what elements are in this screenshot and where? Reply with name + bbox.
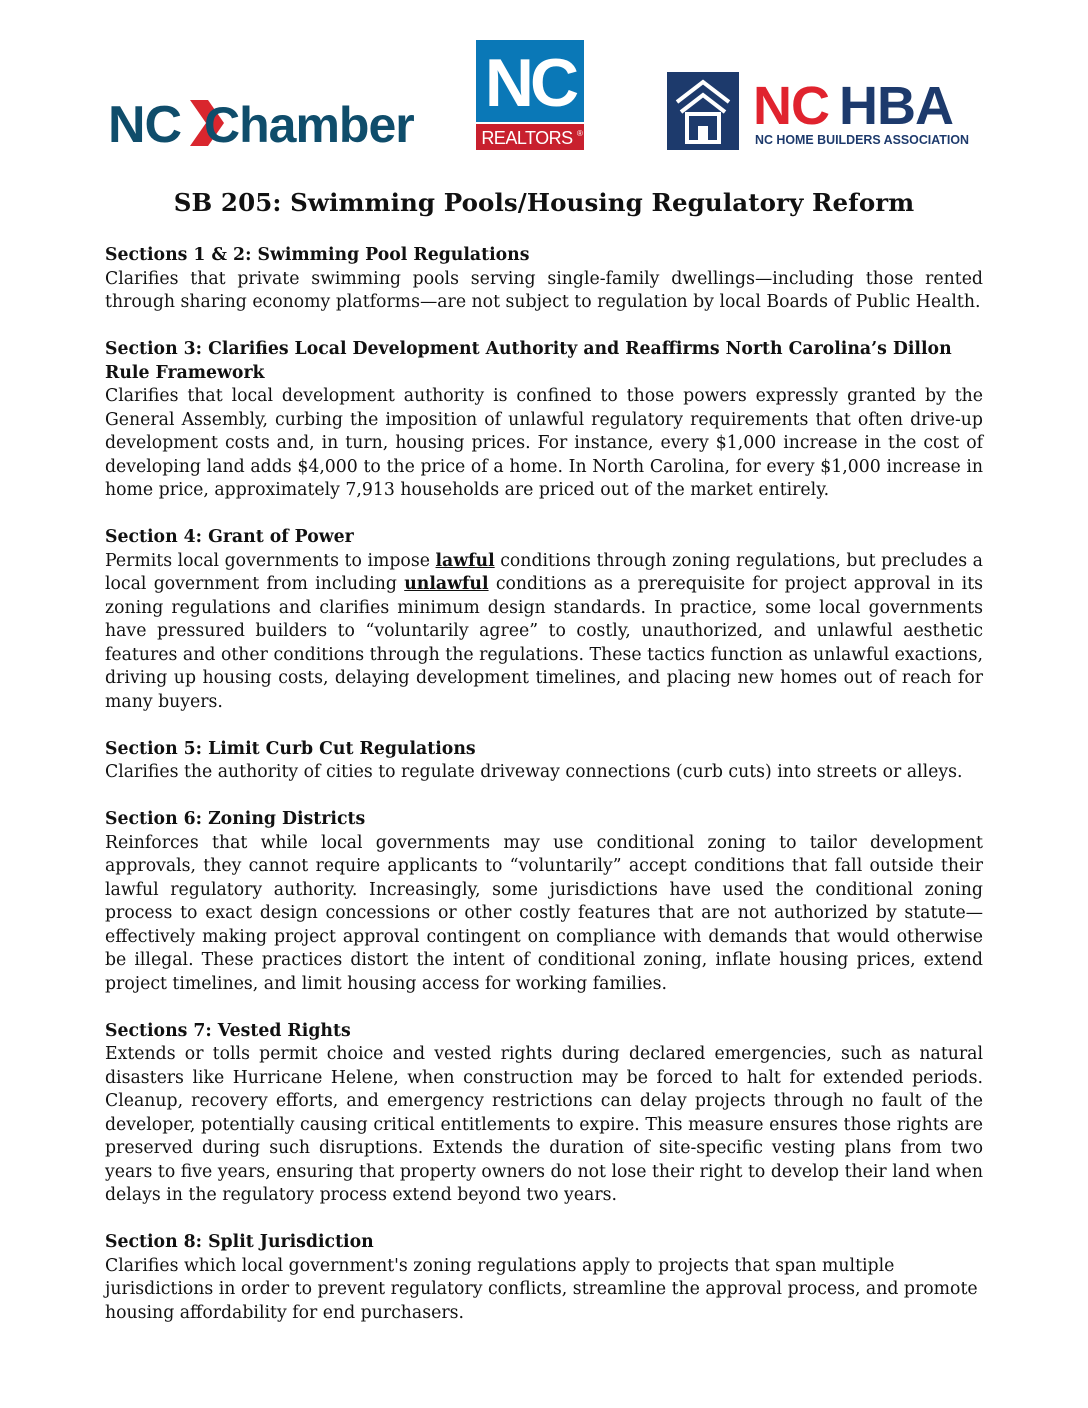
- nc-chamber-logo-prefix: NC: [108, 96, 182, 154]
- section-body: Clarifies which local government's zoning regulations apply to projects that span multiple jurisdictions in order to prevent regulatory conflicts, streamline the approval process, and promote housing affordability for end purchasers.: [105, 1255, 978, 1323]
- section-heading: Section 8: Split Jurisdiction: [105, 1232, 374, 1252]
- section-7: [105, 1020, 983, 1208]
- section-heading: Sections 1 & 2: Swimming Pool Regulations: [105, 245, 530, 265]
- section-heading: Sections 7: Vested Rights: [105, 1020, 351, 1041]
- section-6: [105, 808, 983, 996]
- section-body: Extends or tolls permit choice and vested rights during declared emergencies, such as natural disasters like Hurricane Helene, when construction may be forced to halt for extended periods. Cleanup, recovery efforts, and emergency restrictions can delay projects through no fault of the developer, potentially causing critical entitlements to expire. This measure ensures those rights are preserved during such disruptions. Extends the duration of site-specific vesting plans from two years to five years, ensuring that property owners do not lose their right to develop their land when delays in the regulatory process extend beyond two years.: [105, 1044, 983, 1205]
- section-body: [105, 550, 983, 715]
- nchba-logo-nc: NC: [753, 76, 829, 136]
- section-body: Clarifies that private swimming pools serving single-family dwellings—including those rented through sharing economy platforms—are not subject to regulation by local Boards of Public Health.: [105, 268, 983, 312]
- section-8: [105, 1231, 983, 1325]
- document-body: [105, 244, 983, 1349]
- section-1-2: [105, 244, 983, 315]
- section-5: [105, 738, 983, 785]
- body-text: Permits local governments to impose: [105, 550, 436, 571]
- nc-realtors-logo-bottom: REALTORS: [481, 128, 573, 148]
- body-text: conditions as a prerequisite for project approval in its zoning regulations and clarifies minimum design standards. In practice, some local governments have pressured builders to “voluntarily agree” to costly, unauthorized, and unlawful aesthetic features and other conditions through the regulations. These tactics function as unlawful exactions, driving up housing costs, delaying development timelines, and placing new homes out of reach for many buyers.: [105, 574, 984, 712]
- page-title: SB 205: Swimming Pools/Housing Regulatory Reform: [173, 188, 915, 217]
- section-heading: Section 3: Clarifies Local Development Authority and Reaffirms North Carolina’s Dillon Rule Framework: [105, 339, 952, 383]
- emphasis-lawful: lawful: [435, 550, 495, 571]
- nc-realtors-logo-top: NC: [484, 45, 576, 121]
- section-heading: Section 4: Grant of Power: [105, 527, 354, 547]
- section-3: [105, 338, 983, 503]
- section-body: Reinforces that while local governments may use conditional zoning to tailor development approvals, they cannot require applicants to “voluntarily” accept conditions that fall outside their lawful regulatory authority. Increasingly, some jurisdictions have used the conditional zoning process to exact design concessions or other costly features that are not authorized by statute—effectively making project approval contingent on compliance with demands that would otherwise be illegal. These practices distort the intent of conditional zoning, inflate housing prices, extend project timelines, and limit housing access for working families.: [105, 832, 983, 994]
- nc-chamber-logo-word: Chamber: [204, 97, 414, 153]
- body-text: conditions through zoning regulations, but precludes a local government from including: [105, 550, 983, 594]
- nc-realtors-logo-reg: ®: [577, 129, 583, 138]
- section-body: Clarifies that local development authority is confined to those powers expressly granted by the General Assembly, curbing the imposition of unlawful regulatory requirements that often drive-up development costs and, in turn, housing prices. For instance, every $1,000 increase in the cost of developing land adds $4,000 to the price of a home. In North Carolina, for every $1,000 increase in home price, approximately 7,913 households are priced out of the market entirely.: [105, 386, 983, 500]
- nc-chamber-logo: [108, 92, 418, 154]
- section-heading: Section 5: Limit Curb Cut Regulations: [105, 738, 476, 759]
- section-4: [105, 526, 983, 714]
- house-icon: [667, 72, 739, 150]
- nchba-logo: [667, 72, 972, 150]
- section-heading: Section 6: Zoning Districts: [105, 809, 366, 829]
- section-body: Clarifies the authority of cities to regulate driveway connections (curb cuts) into streets or alleys.: [105, 762, 963, 782]
- logo-bar: [0, 0, 1088, 170]
- emphasis-unlawful: unlawful: [404, 574, 489, 594]
- nchba-logo-subtitle: NC HOME BUILDERS ASSOCIATION: [755, 133, 969, 147]
- nchba-logo-hba: HBA: [839, 76, 953, 136]
- nc-realtors-logo: [476, 40, 584, 150]
